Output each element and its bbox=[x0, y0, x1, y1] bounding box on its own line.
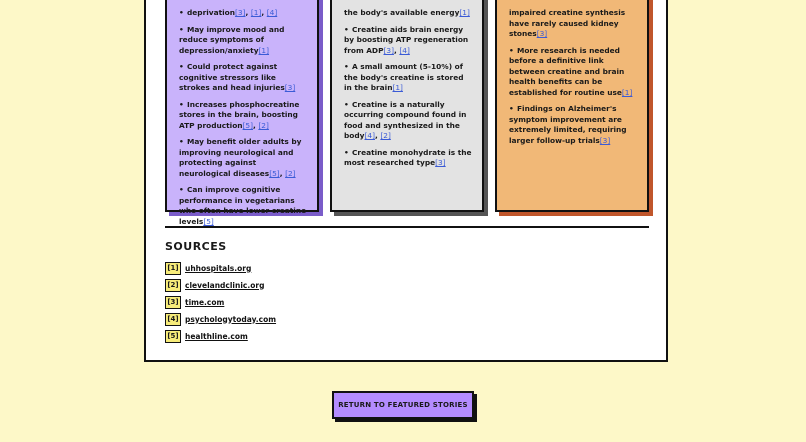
source-item bbox=[165, 261, 251, 275]
citation-link[interactable]: [3] bbox=[599, 135, 611, 145]
citation-link[interactable]: [1] bbox=[621, 87, 633, 97]
source-badge: [4] bbox=[165, 313, 181, 326]
source-link[interactable]: time.com bbox=[185, 297, 225, 307]
source-link[interactable]: clevelandclinic.org bbox=[185, 280, 265, 290]
section-divider bbox=[165, 226, 649, 228]
risks-column bbox=[495, 0, 649, 212]
citation-link[interactable]: [2] bbox=[380, 131, 391, 140]
citation-link[interactable]: [2] bbox=[285, 168, 296, 178]
citation-link[interactable]: [3] bbox=[234, 8, 246, 17]
facts-list bbox=[342, 8, 472, 169]
list-item: • Can improve cognitive performance in vegetarians who often have lower creatine levels[5] bbox=[179, 185, 307, 226]
facts-column bbox=[330, 0, 484, 212]
list-item: • Creatine aids brain energy by boosting ATP regeneration from ADP[3], [4] bbox=[344, 24, 469, 55]
return-to-featured-stories-button[interactable]: RETURN TO FEATURED STORIES bbox=[332, 391, 474, 419]
source-item bbox=[165, 278, 264, 292]
list-item: • Creatine monohydrate is the most researched type[3] bbox=[344, 147, 472, 167]
source-badge: [5] bbox=[165, 330, 181, 343]
citation-link[interactable]: [3] bbox=[284, 83, 296, 92]
list-item: • May improve mood and reduce symptoms of depression/anxiety[1] bbox=[179, 24, 285, 55]
source-item bbox=[165, 329, 248, 343]
list-item: • deprivation[3], [1], [4] bbox=[179, 8, 278, 17]
benefits-column bbox=[165, 0, 319, 226]
citation-link[interactable]: [4] bbox=[399, 45, 410, 55]
list-item: • Could protect against cognitive stressors like strokes and head injuries[3] bbox=[179, 62, 296, 92]
sources-heading: SOURCES bbox=[165, 240, 227, 253]
citation-link[interactable]: [5] bbox=[242, 120, 254, 130]
citation-link[interactable]: [3] bbox=[536, 29, 548, 38]
list-item: • May benefit older adults by improving neurological and protecting against neurological diseases[5], [2] bbox=[179, 137, 302, 178]
benefits-list bbox=[177, 8, 307, 227]
source-item bbox=[165, 312, 276, 326]
citation-link[interactable]: [5] bbox=[269, 168, 280, 178]
source-link[interactable]: uhhospitals.org bbox=[185, 263, 252, 273]
citation-link[interactable]: [1] bbox=[258, 45, 270, 55]
list-item: • Increases phosphocreatine stores in the brain, boosting ATP production[5], [2] bbox=[179, 99, 300, 130]
source-badge: [1] bbox=[165, 262, 181, 275]
source-badge: [3] bbox=[165, 296, 181, 309]
list-item: impaired creatine synthesis have rarely caused kidney stones[3] bbox=[509, 8, 626, 38]
risks-list bbox=[507, 8, 637, 146]
list-item: • A small amount (5-10%) of the body's creatine is stored in the brain[1] bbox=[344, 62, 464, 92]
source-badge: [2] bbox=[165, 279, 181, 292]
list-item: • More research is needed before a definitive link between creatine and brain health benefits can be established for routine use[1] bbox=[509, 45, 633, 97]
citation-link[interactable]: [3] bbox=[435, 158, 446, 167]
source-link[interactable]: psychologytoday.com bbox=[185, 314, 277, 324]
source-link[interactable]: healthline.com bbox=[185, 331, 248, 341]
list-item: • Findings on Alzheimer's symptom improvement are extremely limited, requiring larger follow-up trials[3] bbox=[509, 104, 627, 145]
list-item: • Creatine is a naturally occurring compound found in food and synthesized in the body[4], [2] bbox=[344, 99, 467, 140]
citation-link[interactable]: [1] bbox=[459, 8, 470, 17]
citation-link[interactable]: [4] bbox=[364, 131, 375, 140]
citation-link[interactable]: [1] bbox=[250, 8, 262, 17]
source-item bbox=[165, 295, 224, 309]
citation-link[interactable]: [4] bbox=[266, 8, 278, 17]
list-item: the body's available energy[1] bbox=[344, 8, 470, 17]
citation-link[interactable]: [5] bbox=[203, 216, 214, 226]
citation-link[interactable]: [2] bbox=[258, 120, 269, 130]
citation-link[interactable]: [1] bbox=[392, 83, 403, 92]
citation-link[interactable]: [3] bbox=[383, 45, 394, 55]
